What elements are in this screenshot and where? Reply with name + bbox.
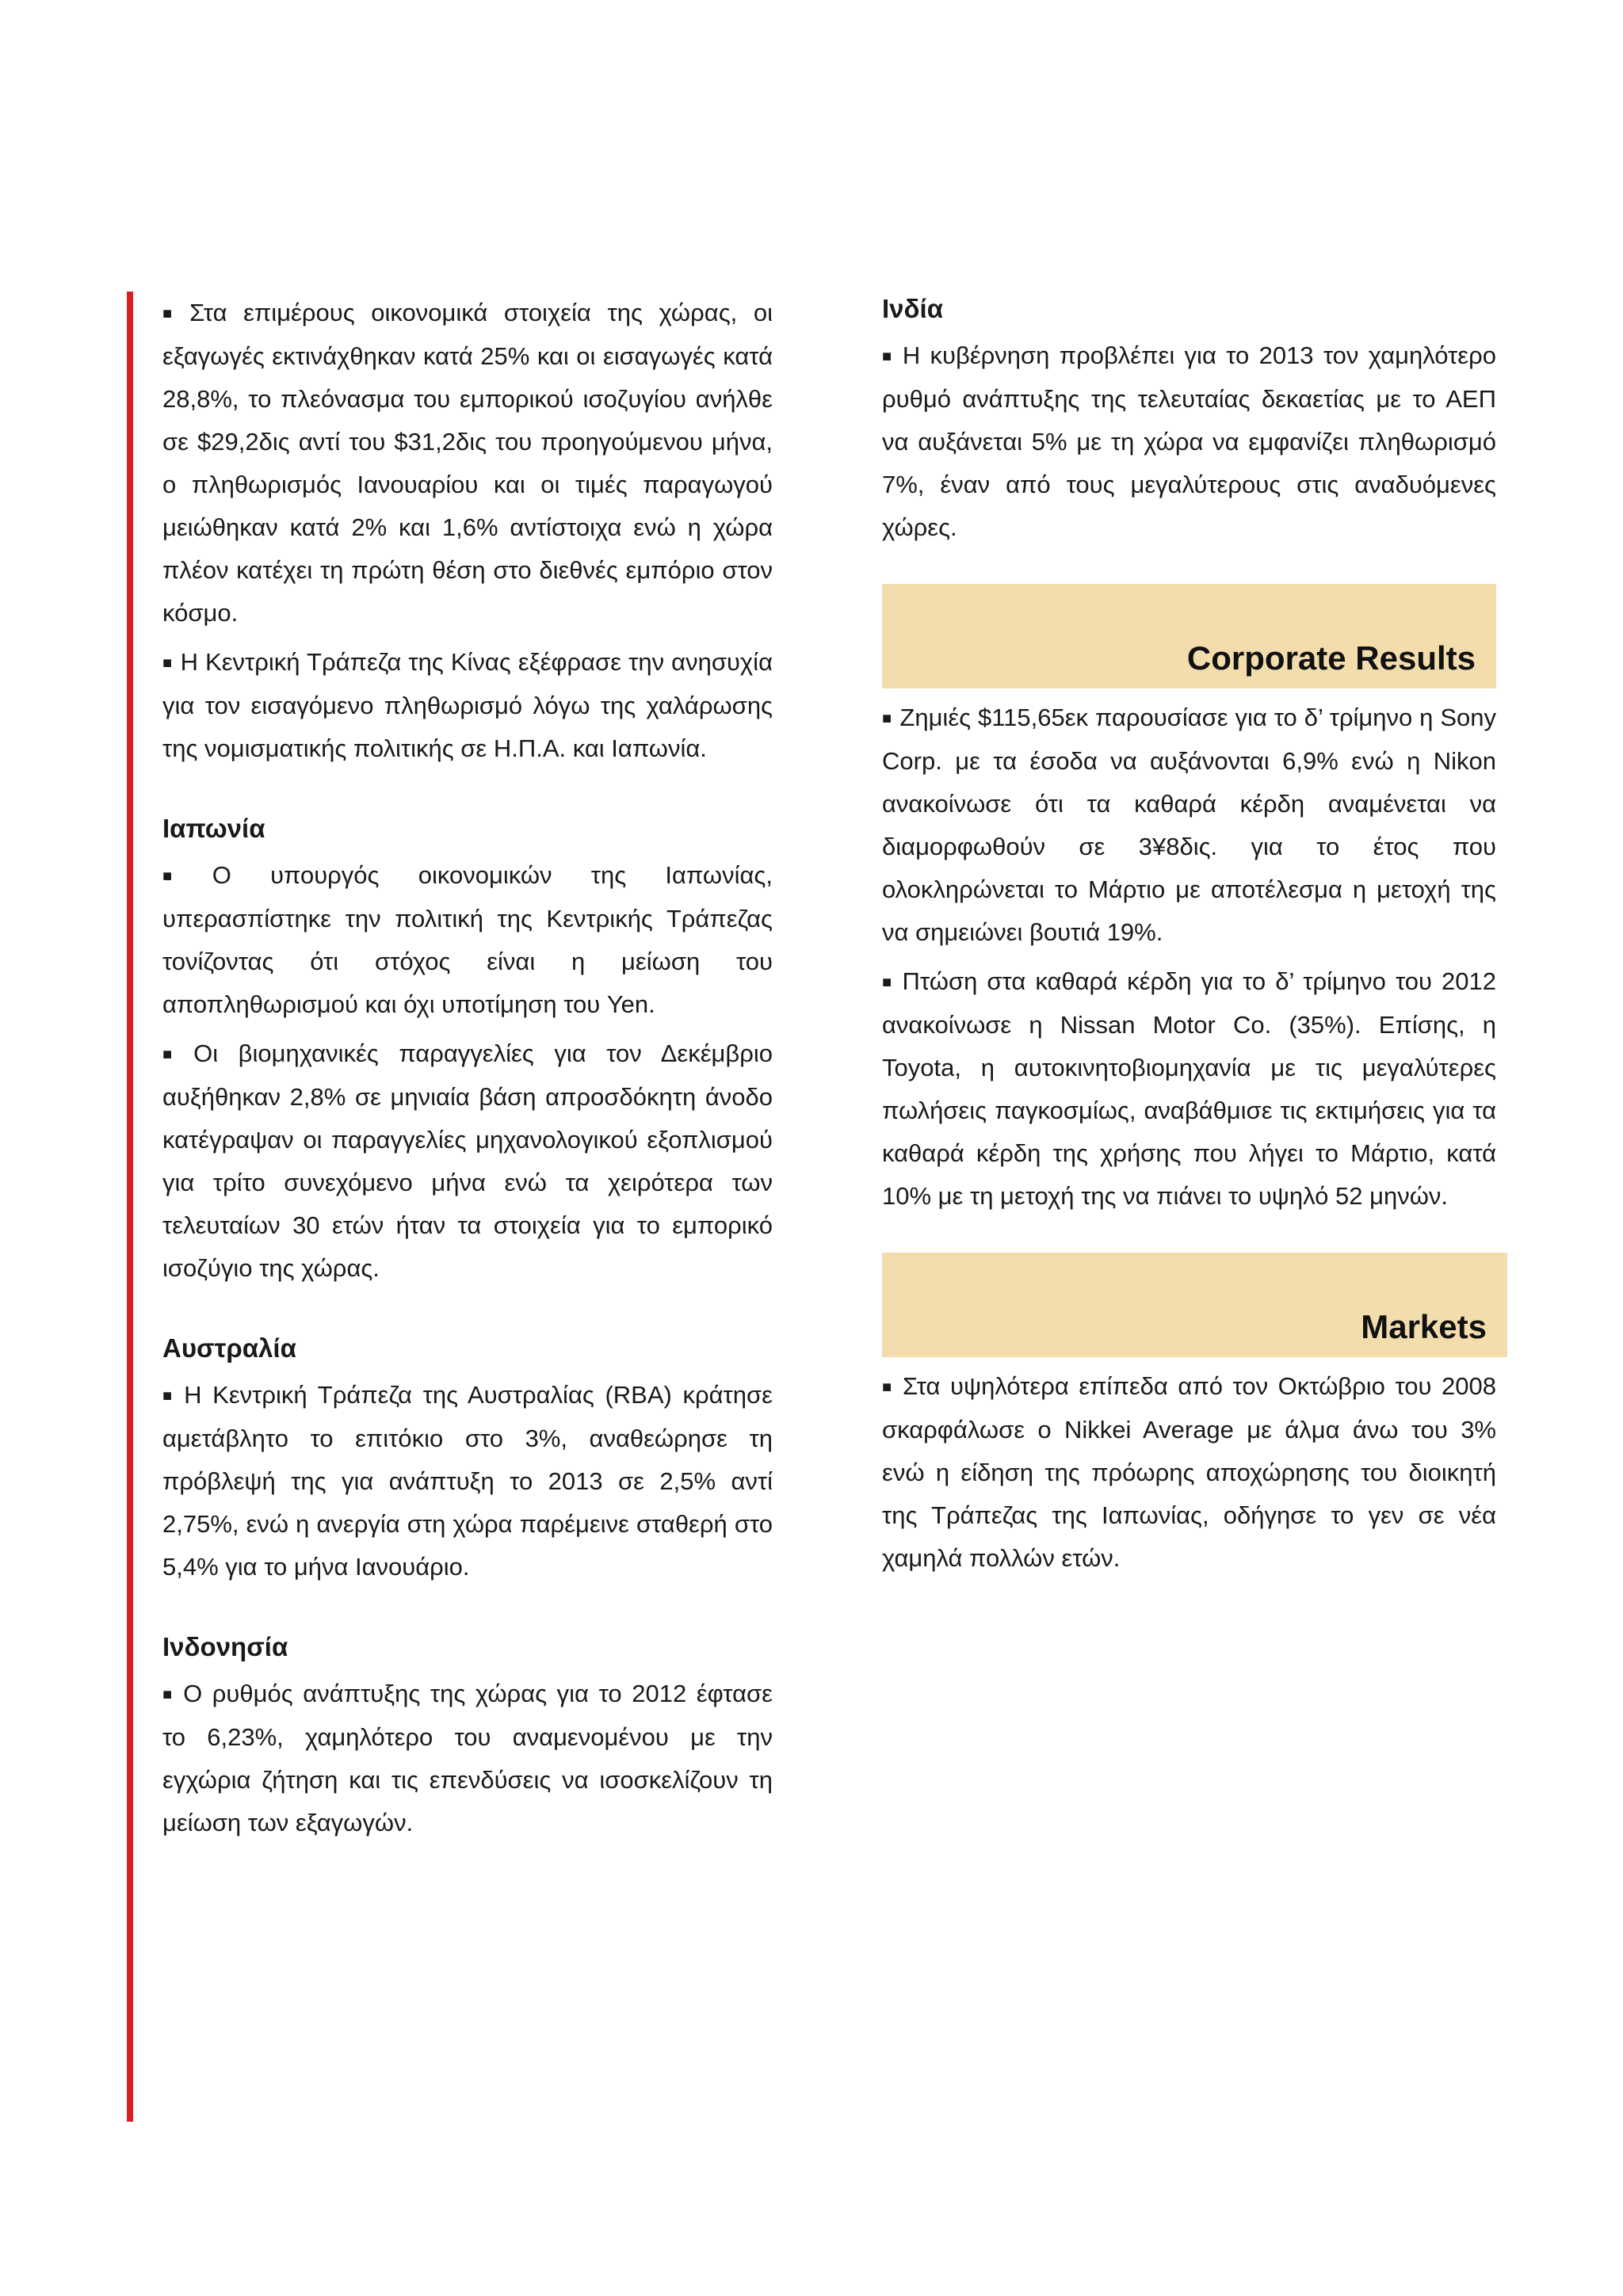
markets-paragraph-1: ■ Στα υψηλότερα επίπεδα από τον Οκτώβριο του 2008 σκαρφάλωσε ο Nikkei Average με άλμα άνω του 3% ενώ η είδηση της πρόωρης αποχώρησης του διοικητή της Τράπεζας της Ιαπωνίας, οδήγησε το γεν σε νέα χαμηλά πολλών ετών.	[882, 1372, 1496, 1572]
bullet-icon: ■	[882, 710, 892, 727]
australia-heading: Αυστραλία	[162, 1333, 296, 1363]
right-column	[882, 292, 1496, 1586]
markets-banner	[882, 1253, 1507, 1357]
australia-paragraph-1: ■ Η Κεντρική Τράπεζα της Αυστραλίας (RBA) κράτησε αμετάβλητο το επιτόκιο στο 3%, αναθεώρησε τη πρόβλεψή της για ανάπτυξη το 2013 σε 2,5% αντί 2,75%, ενώ η ανεργία στη χώρα παρέμεινε σταθερή στο 5,4% για το μήνα Ιανουάριο.	[162, 1381, 773, 1581]
bullet-icon: ■	[162, 654, 173, 672]
left-column	[162, 292, 773, 1851]
bullet-icon: ■	[882, 974, 895, 991]
markets-title: Markets	[1361, 1308, 1487, 1345]
bullet-icon: ■	[882, 348, 895, 365]
corporate-paragraph-1: ■ Ζημιές $115,65εκ παρουσίασε για το δ’ τρίμηνο η Sony Corp. με τα έσοδα να αυξάνονται 6,9% ενώ η Nikon ανακοίνωσε ότι τα καθαρά κέρδη αναμένεται να διαμορφωθούν σε 3¥8δις. για το έτος που ολοκληρώνεται το Μάρτιο με αποτέλεσμα η μετοχή της να σημειώνει βουτιά 19%.	[882, 704, 1496, 946]
corporate-results-title: Corporate Results	[1186, 639, 1476, 677]
japan-paragraph-2: ■ Οι βιομηχανικές παραγγελίες για τον Δεκέμβριο αυξήθηκαν 2,8% σε μηνιαία βάση απροσδόκητη άνοδο κατέγραψαν οι παραγγελίες μηχανολογικού εξοπλισμού για τρίτο συνεχόμενο μήνα ενώ τα χειρότερα των τελευταίων 30 ετών ήταν τα στοιχεία για το εμπορικό ισοζύγιο της χώρας.	[162, 1039, 773, 1282]
corporate-paragraph-2: ■ Πτώση στα καθαρά κέρδη για το δ’ τρίμηνο του 2012 ανακοίνωσε η Nissan Motor Co. (35%). Επίσης, η Toyota, η αυτοκινητοβιομηχανία με τις μεγαλύτερες πωλήσεις παγκοσμίως, αναβάθμισε τις εκτιμήσεις για τα καθαρά κέρδη της χρήσης που λήγει το Μάρτιο, κατά 10% με τη μετοχή της να πιάνει το υψηλό 52 μηνών.	[882, 967, 1496, 1210]
china-paragraph-1: ■ Στα επιμέρους οικονομικά στοιχεία της χώρας, οι εξαγωγές εκτινάχθηκαν κατά 25% και οι εισαγωγές κατά 28,8%, το πλεόνασμα του εμπορικού ισοζυγίου ανήλθε σε $29,2δις αντί του $31,2δις του προηγούμενου μήνα, ο πληθωρισμός Ιανουαρίου και οι τιμές παραγωγού μειώθηκαν κατά 2% και 1,6% αντίστοιχα ενώ η χώρα πλέον κατέχει τη πρώτη θέση στο διεθνές εμπόριο στον κόσμο.	[162, 299, 773, 627]
indonesia-heading: Ινδονησία	[162, 1632, 288, 1661]
bullet-icon: ■	[162, 305, 182, 322]
japan-paragraph-1: ■ Ο υπουργός οικονομικών της Ιαπωνίας, υπερασπίστηκε την πολιτική της Κεντρικής Τράπεζας τονίζοντας ότι στόχος είναι η μείωση του αποπληθωρισμού και όχι υποτίμηση του Yen.	[162, 861, 773, 1018]
china-paragraph-2: ■ Η Κεντρική Τράπεζα της Κίνας εξέφρασε την ανησυχία για τον εισαγόμενο πληθωρισμό λόγω της χαλάρωσης της νομισματικής πολιτικής σε Η.Π.Α. και Ιαπωνία.	[162, 648, 773, 762]
bullet-icon: ■	[162, 868, 204, 885]
indonesia-paragraph-1: ■ Ο ρυθμός ανάπτυξης της χώρας για το 2012 έφτασε το 6,23%, χαμηλότερο του αναμενομένου με την εγχώρια ζήτηση και τις επενδύσεις να ισοσκελίζουν τη μείωση των εξαγωγών.	[162, 1680, 773, 1836]
corporate-results-banner	[882, 584, 1496, 688]
bullet-icon: ■	[162, 1046, 186, 1063]
india-heading: Ινδία	[882, 294, 943, 323]
bullet-icon: ■	[882, 1379, 896, 1396]
japan-heading: Ιαπωνία	[162, 814, 265, 843]
left-margin-rule	[127, 292, 133, 2122]
india-paragraph-1: ■ Η κυβέρνηση προβλέπει για το 2013 τον χαμηλότερο ρυθμό ανάπτυξης της τελευταίας δεκαετίας με το ΑΕΠ να αυξάνεται 5% με τη χώρα να εμφανίζει πληθωρισμό 7%, έναν από τους μεγαλύτερους στις αναδυόμενες χώρες.	[882, 341, 1496, 541]
bullet-icon: ■	[162, 1387, 177, 1405]
bullet-icon: ■	[162, 1686, 176, 1703]
